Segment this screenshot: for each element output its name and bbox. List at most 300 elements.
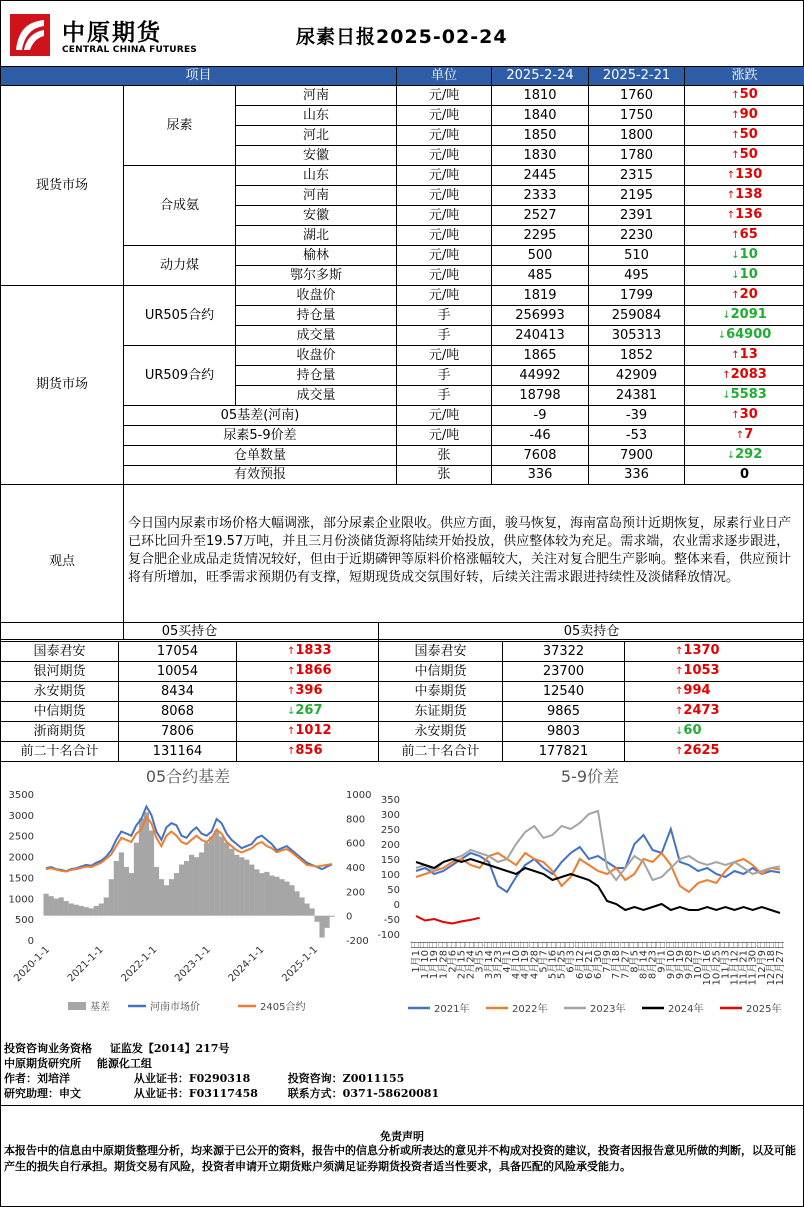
basis-bar bbox=[239, 857, 244, 915]
current-value-cell: 2445 bbox=[492, 166, 589, 186]
x-axis-tick-label: 6月3日 bbox=[565, 940, 577, 973]
change-value bbox=[675, 723, 701, 738]
arrow-up-icon: ↑ bbox=[675, 746, 684, 757]
footer-line-2 bbox=[4, 1055, 152, 1071]
change-value bbox=[675, 643, 720, 658]
unit-cell: 元/吨 bbox=[397, 286, 492, 306]
unit-cell: 手 bbox=[397, 386, 492, 406]
x-axis-tick-label: 9月28日 bbox=[684, 940, 695, 980]
basis-bar bbox=[279, 879, 284, 915]
arrow-up-icon: ↑ bbox=[726, 210, 736, 221]
item-cell: 持仓量 bbox=[236, 366, 397, 386]
previous-value-cell: 305313 bbox=[589, 326, 685, 346]
header-change: 涨跌 bbox=[685, 67, 804, 86]
region-cell: 安徽 bbox=[236, 206, 397, 226]
arrow-up-icon: ↑ bbox=[731, 350, 740, 361]
basis-bar bbox=[74, 905, 79, 916]
long-position-value: 17054 bbox=[119, 642, 237, 662]
change-number: 2083 bbox=[730, 367, 767, 382]
change-value bbox=[731, 407, 757, 422]
product-label: 动力煤 bbox=[124, 246, 236, 286]
y-axis-tick-label: 150 bbox=[380, 855, 400, 866]
current-value-cell: 44992 bbox=[492, 366, 589, 386]
arrow-up-icon: ↑ bbox=[287, 746, 296, 757]
change-number: 267 bbox=[295, 703, 323, 718]
short-position-title: 05卖持仓 bbox=[379, 623, 804, 642]
company-logo-icon bbox=[10, 14, 50, 56]
item-cell: 仓单数量 bbox=[124, 446, 397, 466]
y-axis-tick-label: -50 bbox=[383, 915, 400, 926]
current-value-cell: 256993 bbox=[492, 306, 589, 326]
current-value-cell: 1810 bbox=[492, 86, 589, 106]
table-row bbox=[1, 86, 804, 106]
basis-bar bbox=[184, 861, 189, 916]
basis-bar bbox=[134, 843, 139, 916]
current-value-cell: 1850 bbox=[492, 126, 589, 146]
current-value-cell: 1830 bbox=[492, 146, 589, 166]
change-value bbox=[740, 467, 749, 482]
y-axis-tick-label: 0 bbox=[393, 900, 400, 911]
header-previous-date: 2025-2-21 bbox=[589, 67, 685, 86]
previous-value-cell: 1800 bbox=[589, 126, 685, 146]
x-axis-tick-label: 11月21日 bbox=[738, 940, 750, 986]
position-row bbox=[1, 642, 804, 662]
change-number: 64900 bbox=[726, 327, 772, 342]
change-number: 13 bbox=[739, 347, 758, 362]
x-axis-tick-label: 1月19日 bbox=[429, 940, 441, 980]
region-cell: 河南 bbox=[236, 186, 397, 206]
long-broker-name: 中信期货 bbox=[1, 702, 119, 722]
change-number: 130 bbox=[735, 167, 763, 182]
unit-cell: 元/吨 bbox=[397, 186, 492, 206]
legend-label: 河南市场价 bbox=[150, 1002, 200, 1013]
basis-bar bbox=[159, 879, 164, 915]
header-current-date: 2025-2-24 bbox=[492, 67, 589, 86]
previous-value-cell: 1750 bbox=[589, 106, 685, 126]
view-row bbox=[1, 485, 804, 640]
unit-cell: 元/吨 bbox=[397, 246, 492, 266]
unit-cell: 元/吨 bbox=[397, 206, 492, 226]
legend-label: 2024年 bbox=[668, 1004, 704, 1015]
section-label: 期货市场 bbox=[1, 286, 124, 485]
item-cell: 成交量 bbox=[236, 386, 397, 406]
item-cell: 有效预报 bbox=[124, 466, 397, 485]
change-value bbox=[675, 743, 720, 758]
arrow-up-icon: ↑ bbox=[731, 290, 740, 301]
x-axis-tick-label: 2020-1-1 bbox=[12, 944, 53, 985]
contract-label: UR505合约 bbox=[124, 286, 236, 346]
basis-bar bbox=[144, 812, 149, 915]
unit-cell: 元/吨 bbox=[397, 346, 492, 366]
unit-cell: 张 bbox=[397, 466, 492, 485]
x-axis-tick-label: 2月6日 bbox=[447, 940, 459, 973]
arrow-up-icon: ↑ bbox=[731, 410, 740, 421]
current-value-cell: 1865 bbox=[492, 346, 589, 366]
arrow-down-icon: ↓ bbox=[675, 726, 684, 737]
assistant-license: 从业证书：F03117458 bbox=[133, 1087, 258, 1100]
unit-cell: 手 bbox=[397, 366, 492, 386]
long-position-value: 10054 bbox=[119, 662, 237, 682]
long-change-cell bbox=[237, 642, 379, 662]
change-cell bbox=[685, 346, 804, 366]
institute-name: 中原期货研究所 bbox=[4, 1057, 81, 1070]
table-row bbox=[1, 286, 804, 306]
change-number: 90 bbox=[739, 107, 758, 122]
basis-bar bbox=[169, 879, 174, 915]
basis-bar bbox=[99, 904, 104, 916]
left-axis-tick-label: 500 bbox=[14, 915, 34, 927]
x-axis-tick-label: 10月7日 bbox=[693, 940, 705, 980]
change-cell bbox=[685, 106, 804, 126]
x-axis-tick-label: 1月10日 bbox=[420, 940, 432, 980]
current-value-cell: 2527 bbox=[492, 206, 589, 226]
basis-bar bbox=[149, 831, 154, 916]
previous-value-cell: 336 bbox=[589, 466, 685, 485]
change-cell bbox=[685, 86, 804, 106]
change-value bbox=[722, 307, 767, 322]
author: 作者：刘培洋 bbox=[4, 1072, 70, 1085]
arrow-up-icon: ↑ bbox=[675, 686, 684, 697]
short-position-value: 9803 bbox=[503, 722, 625, 742]
legend-label: 基差 bbox=[90, 1002, 110, 1013]
change-number: 136 bbox=[735, 207, 763, 222]
previous-value-cell: 7900 bbox=[589, 446, 685, 466]
basis-bar bbox=[64, 901, 69, 916]
long-change-cell bbox=[237, 722, 379, 742]
y-axis-tick-label: 300 bbox=[380, 810, 400, 821]
x-axis-tick-label: 10月25日 bbox=[711, 940, 723, 986]
long-position-value: 8434 bbox=[119, 682, 237, 702]
basis-bar bbox=[314, 916, 319, 922]
region-cell: 山东 bbox=[236, 106, 397, 126]
basis-bar bbox=[44, 894, 49, 916]
current-value-cell: 2333 bbox=[492, 186, 589, 206]
product-label: 合成氨 bbox=[124, 166, 236, 246]
disclaimer-text: 本报告中的信息由中原期货整理分析，均来源于已公开的资料，报告中的信息分析或所表达的意见并不构成对投资的建议，投资者因报告意见所做的判断，以及可能产生的损失自行承担。期货交易有风险，投资者申请开立期货账户须满足证券期货投资者适当性要求，具备匹配的风险承受能力。 bbox=[4, 1144, 796, 1173]
previous-value-cell: 2315 bbox=[589, 166, 685, 186]
left-axis-tick-label: 0 bbox=[27, 936, 34, 947]
region-cell: 榆林 bbox=[236, 246, 397, 266]
legend-label: 2021年 bbox=[434, 1004, 470, 1015]
basis-bar bbox=[119, 852, 124, 915]
change-number: 50 bbox=[739, 127, 758, 142]
legend-label: 2023年 bbox=[590, 1004, 626, 1015]
y-axis-tick-label: 200 bbox=[380, 840, 400, 851]
change-value bbox=[287, 683, 323, 698]
view-text: 今日国内尿素市场价格大幅调涨，部分尿素企业限收。供应方面，骏马恢复，海南富岛预计近期恢复，尿素行业日产已环比回升至19.57万吨，并且三月份淡储货源将陆续开始投放，供应整体较为充足。需求端，农业需求逐步跟进，复合肥企业成品走货情况较好，但由于近期磷钾等原料价格涨幅较大，关注对复合肥生产影响。整体来看，供应预计将有所增加，旺季需求预期仍有支撑，短期现货成交氛围好转，后续关注需求跟进持续性及淡储释放情况。 bbox=[124, 485, 804, 640]
arrow-up-icon: ↑ bbox=[287, 646, 296, 657]
short-broker-name: 中泰期货 bbox=[379, 682, 503, 702]
left-axis-tick-label: 1000 bbox=[8, 894, 34, 906]
x-axis-tick-label: 11月30日 bbox=[747, 940, 759, 986]
change-number: 994 bbox=[683, 683, 711, 698]
basis-bar bbox=[319, 916, 324, 938]
change-value bbox=[731, 127, 757, 142]
x-axis-tick-label: 11月12日 bbox=[729, 940, 741, 986]
footer-line-3 bbox=[4, 1070, 404, 1086]
change-value bbox=[287, 663, 332, 678]
x-axis-tick-label: 12月27日 bbox=[775, 940, 786, 986]
change-value bbox=[722, 367, 767, 382]
basis-bar bbox=[129, 873, 134, 916]
basis-bar bbox=[309, 908, 314, 915]
unit-cell: 张 bbox=[397, 446, 492, 466]
right-axis-tick-label: -200 bbox=[346, 936, 369, 947]
basis-bar bbox=[104, 897, 109, 915]
footer-divider bbox=[0, 1105, 804, 1106]
change-value bbox=[731, 147, 757, 162]
previous-value-cell: 2195 bbox=[589, 186, 685, 206]
current-value-cell: 1819 bbox=[492, 286, 589, 306]
position-row bbox=[1, 662, 804, 682]
y-axis-tick-label: 250 bbox=[380, 825, 400, 836]
author-license: 从业证书：F0290318 bbox=[133, 1072, 251, 1085]
change-value bbox=[727, 187, 763, 202]
legend-label: 2022年 bbox=[512, 1004, 548, 1015]
left-axis-tick-label: 2500 bbox=[8, 831, 34, 843]
change-number: 292 bbox=[735, 447, 763, 462]
change-number: 1833 bbox=[295, 643, 332, 658]
basis-chart-svg bbox=[0, 758, 376, 1024]
long-position-value: 8068 bbox=[119, 702, 237, 722]
basis-bar bbox=[54, 899, 59, 916]
report-title: 尿素日报2025-02-24 bbox=[296, 26, 508, 48]
x-axis-tick-label: 7月27日 bbox=[620, 940, 632, 980]
basis-bar bbox=[194, 857, 199, 915]
change-value bbox=[731, 267, 757, 282]
change-cell bbox=[685, 246, 804, 266]
previous-value-cell: 259084 bbox=[589, 306, 685, 326]
arrow-up-icon: ↑ bbox=[731, 130, 740, 141]
basis-bar bbox=[249, 865, 254, 916]
change-value bbox=[727, 207, 763, 222]
change-value bbox=[731, 107, 757, 122]
y-axis-tick-label: -100 bbox=[378, 930, 400, 941]
x-axis-tick-label: 2025-1-1 bbox=[280, 944, 321, 985]
change-value bbox=[722, 387, 767, 402]
product-label: 尿素 bbox=[124, 86, 236, 166]
short-broker-name: 前二十名合计 bbox=[379, 742, 503, 762]
logo-english-name: CENTRAL CHINA FUTURES bbox=[62, 45, 197, 55]
short-change-cell bbox=[625, 722, 804, 742]
item-cell: 尿素5-9价差 bbox=[124, 426, 397, 446]
short-change-cell bbox=[625, 642, 804, 662]
arrow-up-icon: ↑ bbox=[735, 430, 745, 441]
long-broker-name: 浙商期货 bbox=[1, 722, 119, 742]
basis-bar bbox=[224, 843, 229, 916]
basis-bar bbox=[289, 885, 294, 915]
arrow-up-icon: ↑ bbox=[726, 190, 736, 201]
basis-chart bbox=[0, 758, 376, 1024]
change-value bbox=[287, 643, 332, 658]
change-cell bbox=[685, 306, 804, 326]
change-number: 10 bbox=[739, 267, 758, 282]
unit-cell: 元/吨 bbox=[397, 126, 492, 146]
x-axis-tick-label: 2024-1-1 bbox=[226, 944, 267, 985]
change-number: 0 bbox=[739, 467, 750, 482]
previous-value-cell: 1780 bbox=[589, 146, 685, 166]
change-value bbox=[287, 703, 323, 718]
basis-bar bbox=[264, 872, 269, 916]
long-position-value: 7806 bbox=[119, 722, 237, 742]
previous-value-cell: 495 bbox=[589, 266, 685, 286]
current-value-cell: 500 bbox=[492, 246, 589, 266]
basis-bar bbox=[204, 843, 209, 916]
basis-bar bbox=[114, 861, 119, 916]
arrow-up-icon: ↑ bbox=[731, 150, 740, 161]
x-axis-tick-label: 1月28日 bbox=[438, 940, 450, 980]
basis-bar bbox=[304, 904, 309, 916]
x-axis-tick-label: 3月14日 bbox=[483, 940, 495, 980]
x-axis-tick-label: 4月1日 bbox=[502, 940, 513, 973]
change-number: 20 bbox=[739, 287, 758, 302]
current-value-cell: 240413 bbox=[492, 326, 589, 346]
long-broker-name: 国泰君安 bbox=[1, 642, 119, 662]
basis-bar bbox=[259, 873, 264, 916]
current-value-cell: 7608 bbox=[492, 446, 589, 466]
previous-value-cell: 1852 bbox=[589, 346, 685, 366]
change-number: 1370 bbox=[683, 643, 720, 658]
legend-label: 2025年 bbox=[746, 1004, 782, 1015]
basis-bar bbox=[294, 891, 299, 915]
logo-chinese-name: 中原期货 bbox=[62, 19, 162, 46]
basis-bar bbox=[154, 867, 159, 916]
previous-value-cell: 1760 bbox=[589, 86, 685, 106]
left-axis-tick-label: 1500 bbox=[8, 873, 34, 885]
current-value-cell: 485 bbox=[492, 266, 589, 286]
change-value bbox=[287, 743, 323, 758]
x-axis-tick-label: 9月10日 bbox=[665, 940, 677, 980]
basis-bar bbox=[84, 907, 89, 916]
spread-chart-title: 5-9价差 bbox=[560, 767, 620, 786]
change-value bbox=[731, 287, 757, 302]
change-cell bbox=[685, 446, 804, 466]
change-cell bbox=[685, 366, 804, 386]
x-axis-tick-label: 4月10日 bbox=[511, 940, 523, 980]
region-cell: 安徽 bbox=[236, 146, 397, 166]
header-item: 项目 bbox=[1, 67, 397, 86]
change-number: 65 bbox=[739, 227, 758, 242]
change-cell bbox=[685, 206, 804, 226]
right-axis-tick-label: 0 bbox=[346, 911, 353, 923]
footer-line-4 bbox=[4, 1085, 439, 1101]
qualification-label: 投资咨询业务资格 bbox=[4, 1042, 92, 1055]
arrow-down-icon: ↓ bbox=[717, 330, 727, 341]
change-cell bbox=[685, 466, 804, 485]
header-unit: 单位 bbox=[397, 67, 492, 86]
basis-bar bbox=[164, 885, 169, 915]
change-cell bbox=[685, 326, 804, 346]
previous-value-cell: 2230 bbox=[589, 226, 685, 246]
unit-cell: 手 bbox=[397, 326, 492, 346]
legend-label: 2405合约 bbox=[260, 1002, 306, 1013]
arrow-down-icon: ↓ bbox=[726, 450, 736, 461]
x-axis-tick-label: 5月25日 bbox=[556, 940, 568, 980]
current-value-cell: 18798 bbox=[492, 386, 589, 406]
arrow-up-icon: ↑ bbox=[287, 726, 296, 737]
change-value bbox=[718, 327, 772, 342]
arrow-up-icon: ↑ bbox=[731, 230, 740, 241]
unit-cell: 元/吨 bbox=[397, 146, 492, 166]
right-axis-tick-label: 200 bbox=[346, 887, 366, 899]
right-axis-tick-label: 800 bbox=[346, 814, 366, 826]
arrow-up-icon: ↑ bbox=[731, 110, 740, 121]
short-broker-name: 东证期货 bbox=[379, 702, 503, 722]
item-cell: 持仓量 bbox=[236, 306, 397, 326]
current-value-cell: 1840 bbox=[492, 106, 589, 126]
previous-value-cell: 24381 bbox=[589, 386, 685, 406]
x-axis-tick-label: 6月12日 bbox=[574, 940, 586, 980]
x-axis-tick-label: 6月21日 bbox=[583, 940, 595, 980]
current-value-cell: -46 bbox=[492, 426, 589, 446]
long-broker-name: 银河期货 bbox=[1, 662, 119, 682]
item-cell: 收盘价 bbox=[236, 346, 397, 366]
view-label: 观点 bbox=[1, 485, 124, 640]
right-axis-tick-label: 1000 bbox=[346, 790, 372, 801]
basis-bar bbox=[254, 869, 259, 915]
previous-value-cell: -53 bbox=[589, 426, 685, 446]
change-value bbox=[731, 347, 757, 362]
arrow-up-icon: ↑ bbox=[675, 706, 684, 717]
change-value bbox=[675, 703, 720, 718]
x-axis-tick-label: 10月16日 bbox=[702, 940, 714, 986]
x-axis-tick-label: 6月30日 bbox=[593, 940, 604, 980]
x-axis-tick-label: 11月3日 bbox=[720, 940, 732, 980]
x-axis-tick-label: 1月1日 bbox=[411, 940, 422, 973]
basis-bar bbox=[209, 837, 214, 916]
change-number: 2091 bbox=[730, 307, 767, 322]
region-cell: 河北 bbox=[236, 126, 397, 146]
change-value bbox=[736, 427, 753, 442]
item-cell: 成交量 bbox=[236, 326, 397, 346]
footer-line-1 bbox=[4, 1040, 229, 1056]
change-number: 396 bbox=[295, 683, 323, 698]
price-table bbox=[0, 66, 804, 640]
arrow-up-icon: ↑ bbox=[726, 170, 736, 181]
change-number: 30 bbox=[739, 407, 758, 422]
change-cell bbox=[685, 426, 804, 446]
x-axis-tick-label: 9月19日 bbox=[674, 940, 686, 980]
previous-value-cell: 510 bbox=[589, 246, 685, 266]
x-axis-tick-label: 5月7日 bbox=[538, 940, 550, 973]
arrow-up-icon: ↑ bbox=[675, 646, 684, 657]
basis-bar bbox=[330, 916, 335, 917]
x-axis-tick-label: 4月28日 bbox=[529, 940, 541, 980]
left-axis-tick-label: 2000 bbox=[8, 852, 34, 864]
unit-cell: 元/吨 bbox=[397, 426, 492, 446]
right-axis-tick-label: 600 bbox=[346, 838, 366, 850]
left-axis-tick-label: 3000 bbox=[8, 810, 34, 822]
arrow-up-icon: ↑ bbox=[731, 90, 740, 101]
arrow-up-icon: ↑ bbox=[287, 686, 296, 697]
short-position-value: 37322 bbox=[503, 642, 625, 662]
basis-bar bbox=[244, 860, 249, 916]
change-cell bbox=[685, 186, 804, 206]
basis-bar bbox=[274, 877, 279, 916]
change-value bbox=[675, 683, 711, 698]
disclaimer-title: 免责声明 bbox=[380, 1130, 424, 1143]
change-number: 1866 bbox=[295, 663, 332, 678]
report-header bbox=[0, 0, 804, 66]
short-broker-name: 中信期货 bbox=[379, 662, 503, 682]
item-cell: 05基差(河南) bbox=[124, 406, 397, 426]
x-axis-tick-label: 2021-1-1 bbox=[65, 944, 106, 985]
change-cell bbox=[685, 266, 804, 286]
basis-bar bbox=[89, 908, 94, 915]
previous-value-cell: 1799 bbox=[589, 286, 685, 306]
x-axis-tick-label: 3月23日 bbox=[492, 940, 504, 980]
change-cell bbox=[685, 146, 804, 166]
